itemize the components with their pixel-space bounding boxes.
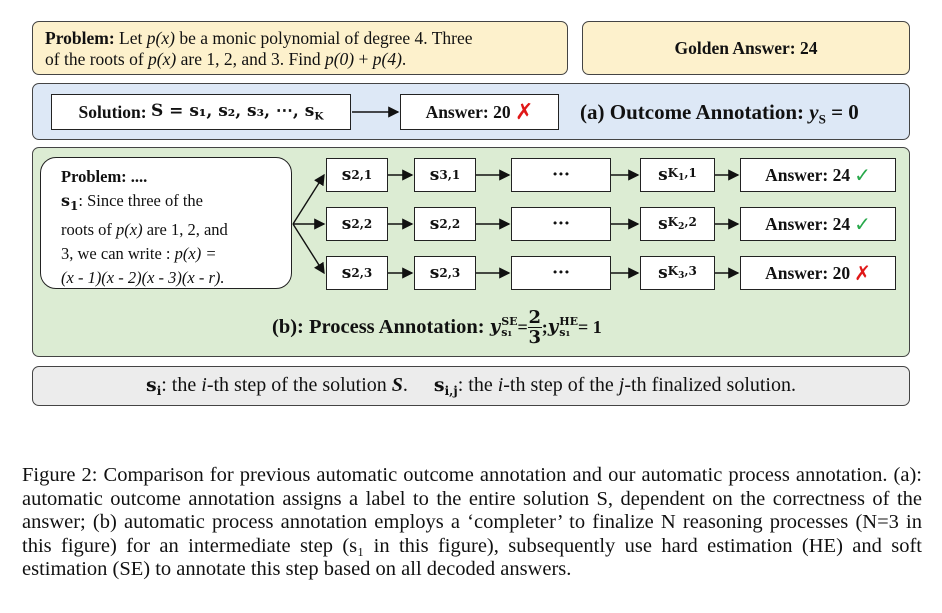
final-step-box-row-1: s $K_1,1$ (640, 158, 715, 192)
final-step-box-row-2: s $K_2,2$ (640, 207, 715, 241)
answer-text: Answer: 20 (765, 262, 851, 283)
cross-icon: ✗ (854, 261, 871, 285)
outcome-title: (a) Outcome Annotation: $y_S = 0$ (580, 100, 859, 127)
answer-text: Answer: 24 (765, 213, 851, 234)
step-box-row-2: s 2,2 (326, 207, 388, 241)
step-box-row-2: s 2,2 (414, 207, 476, 241)
process-title: (b): Process Annotation: y SE s₁ = $\frac{2}{3}$ ; y HE s₁ = 1 (272, 306, 602, 348)
check-icon: ✓ (854, 163, 871, 187)
step-box-row-3: s 2,3 (326, 256, 388, 290)
ellipsis-box-row-1: ··· (511, 158, 611, 192)
figure-caption: Figure 2: Comparison for previous automatic outcome annotation and our automatic process annotation. (a): automatic outcome annotation assigns a label to the entire solution S, dependent on the correctness of the answer; (b) automatic process annotation employs a ‘completer’ to finalize N reasoning processes (N=3 in this figure) for an intermediate step (s₁ in this figure), subsequently use hard estimation (HE) and soft estimation (SE) to annotate this step based on all decoded answers. (22, 464, 922, 580)
check-icon: ✓ (854, 212, 871, 236)
step-box-row-1: s 3,1 (414, 158, 476, 192)
answer-text: Answer: 24 (765, 164, 851, 185)
step-box-row-1: s 2,1 (326, 158, 388, 192)
se-fraction: $\frac{2}{3}$ (528, 306, 542, 348)
problem-box: Problem: Let p(x) be a monic polynomial of degree 4. Three of the roots of p(x) are 1, 2, and 3. Find p(0) + p(4). (32, 21, 568, 75)
outcome-answer-box: Answer: 20 ✗ (400, 94, 559, 130)
ellipsis-box-row-3: ··· (511, 256, 611, 290)
ellipsis-box-row-2: ··· (511, 207, 611, 241)
branch-arrow-3 (293, 224, 324, 273)
legend-sij: $s_{i,j}$: the i-th step of the j-th finalized solution. (433, 373, 796, 399)
process-problem-box: Problem: .... $s_1$: Since three of the roots of p(x) are 1, 2, and 3, we can write : p(x) = (x - 1)(x - 2)(x - 3)(x - r). (40, 157, 292, 289)
legend-si: $s_i$: the i-th step of the solution S. (145, 373, 408, 399)
step-box-row-3: s 2,3 (414, 256, 476, 290)
final-step-box-row-3: s $K_3,3$ (640, 256, 715, 290)
branch-arrow-1 (293, 175, 324, 224)
cross-icon: ✗ (515, 99, 534, 125)
golden-answer: Golden Answer: 24 (674, 37, 818, 58)
solution-box: Solution: S = s₁, s₂, s₃, ⋯, $s_K$ (51, 94, 351, 130)
problem-label: Problem: (45, 28, 115, 48)
